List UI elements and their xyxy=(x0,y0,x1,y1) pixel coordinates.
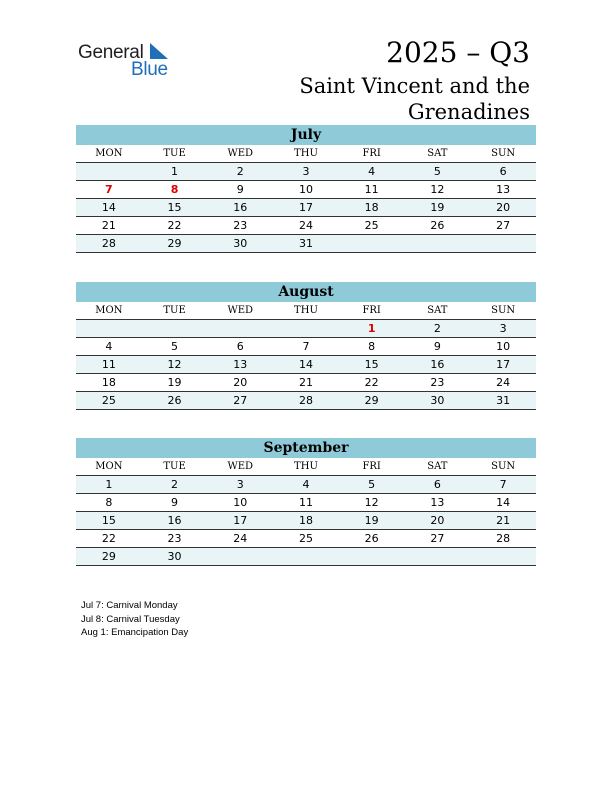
day-cell: 31 xyxy=(273,235,339,253)
day-cell: 3 xyxy=(273,163,339,181)
weekday-label: TUE xyxy=(142,145,208,163)
day-cell: 13 xyxy=(470,181,536,199)
day-cell: 25 xyxy=(273,530,339,548)
weekday-label: TUE xyxy=(142,458,208,476)
day-cell: 24 xyxy=(207,530,273,548)
weekday-label: FRI xyxy=(339,458,405,476)
weekday-label: THU xyxy=(273,302,339,320)
logo-text-blue: Blue xyxy=(131,59,168,80)
day-cell xyxy=(405,235,471,253)
day-cell: 4 xyxy=(273,476,339,494)
day-cell: 18 xyxy=(76,374,142,392)
day-cell: 4 xyxy=(76,338,142,356)
weekday-label: WED xyxy=(207,145,273,163)
day-cell: 27 xyxy=(405,530,471,548)
week-row xyxy=(76,181,536,199)
day-cell: 3 xyxy=(207,476,273,494)
week-row xyxy=(76,530,536,548)
weekday-label: SAT xyxy=(405,302,471,320)
day-cell: 8 xyxy=(142,181,208,199)
day-cell: 26 xyxy=(405,217,471,235)
day-cell: 30 xyxy=(207,235,273,253)
weekday-header-row xyxy=(76,458,536,476)
day-cell: 5 xyxy=(142,338,208,356)
day-cell: 13 xyxy=(207,356,273,374)
calendar-grid xyxy=(76,302,536,410)
weekday-label: THU xyxy=(273,145,339,163)
day-cell: 17 xyxy=(273,199,339,217)
day-cell: 28 xyxy=(273,392,339,410)
day-cell xyxy=(142,320,208,338)
day-cell: 12 xyxy=(339,494,405,512)
day-cell: 10 xyxy=(207,494,273,512)
day-cell: 23 xyxy=(207,217,273,235)
weekday-label: THU xyxy=(273,458,339,476)
day-cell: 25 xyxy=(76,392,142,410)
holiday-note: Jul 7: Carnival Monday xyxy=(81,600,178,611)
day-cell: 16 xyxy=(142,512,208,530)
day-cell: 20 xyxy=(470,199,536,217)
day-cell: 1 xyxy=(339,320,405,338)
day-cell: 9 xyxy=(207,181,273,199)
week-row xyxy=(76,217,536,235)
day-cell: 28 xyxy=(76,235,142,253)
day-cell xyxy=(405,548,471,566)
generalblue-logo xyxy=(78,40,188,80)
day-cell xyxy=(470,548,536,566)
page-title: 2025 – Q3 xyxy=(386,36,530,69)
day-cell: 7 xyxy=(76,181,142,199)
day-cell: 18 xyxy=(273,512,339,530)
country-name xyxy=(230,73,530,125)
day-cell: 23 xyxy=(405,374,471,392)
day-cell: 27 xyxy=(207,392,273,410)
day-cell: 2 xyxy=(142,476,208,494)
day-cell: 9 xyxy=(142,494,208,512)
week-row xyxy=(76,374,536,392)
day-cell: 15 xyxy=(339,356,405,374)
weekday-label: TUE xyxy=(142,302,208,320)
holiday-note: Aug 1: Emancipation Day xyxy=(81,627,189,638)
day-cell: 10 xyxy=(273,181,339,199)
weekday-label: FRI xyxy=(339,145,405,163)
day-cell: 6 xyxy=(470,163,536,181)
week-row xyxy=(76,392,536,410)
day-cell: 19 xyxy=(339,512,405,530)
weekday-label: SAT xyxy=(405,458,471,476)
day-cell: 19 xyxy=(405,199,471,217)
month-block-august xyxy=(76,282,536,410)
day-cell xyxy=(76,320,142,338)
day-cell: 21 xyxy=(470,512,536,530)
week-row xyxy=(76,476,536,494)
day-cell: 14 xyxy=(76,199,142,217)
day-cell: 11 xyxy=(339,181,405,199)
day-cell: 30 xyxy=(142,548,208,566)
day-cell: 21 xyxy=(76,217,142,235)
month-block-september xyxy=(76,438,536,566)
day-cell xyxy=(339,235,405,253)
holiday-notes xyxy=(81,599,188,640)
day-cell xyxy=(339,548,405,566)
day-cell: 5 xyxy=(405,163,471,181)
day-cell: 14 xyxy=(273,356,339,374)
weekday-label: MON xyxy=(76,145,142,163)
day-cell: 22 xyxy=(142,217,208,235)
day-cell: 22 xyxy=(339,374,405,392)
day-cell: 3 xyxy=(470,320,536,338)
month-title: August xyxy=(76,282,536,302)
day-cell: 2 xyxy=(207,163,273,181)
day-cell: 31 xyxy=(470,392,536,410)
day-cell: 7 xyxy=(470,476,536,494)
day-cell xyxy=(470,235,536,253)
day-cell: 26 xyxy=(339,530,405,548)
weekday-label: SAT xyxy=(405,145,471,163)
day-cell: 6 xyxy=(405,476,471,494)
day-cell: 20 xyxy=(405,512,471,530)
country-line-1: Saint Vincent and the xyxy=(299,74,530,98)
day-cell: 11 xyxy=(273,494,339,512)
day-cell: 19 xyxy=(142,374,208,392)
day-cell: 29 xyxy=(76,548,142,566)
weekday-label: SUN xyxy=(470,302,536,320)
week-row xyxy=(76,512,536,530)
day-cell: 8 xyxy=(76,494,142,512)
week-row xyxy=(76,356,536,374)
day-cell: 24 xyxy=(273,217,339,235)
week-row xyxy=(76,235,536,253)
logo-text-general: General xyxy=(78,42,144,63)
day-cell: 13 xyxy=(405,494,471,512)
day-cell: 5 xyxy=(339,476,405,494)
week-row xyxy=(76,494,536,512)
day-cell: 16 xyxy=(405,356,471,374)
weekday-label: MON xyxy=(76,458,142,476)
day-cell: 10 xyxy=(470,338,536,356)
day-cell: 1 xyxy=(76,476,142,494)
week-row xyxy=(76,548,536,566)
week-row xyxy=(76,320,536,338)
day-cell: 26 xyxy=(142,392,208,410)
weekday-label: WED xyxy=(207,302,273,320)
day-cell: 17 xyxy=(470,356,536,374)
weekday-label: WED xyxy=(207,458,273,476)
holiday-note: Jul 8: Carnival Tuesday xyxy=(81,613,180,625)
day-cell: 11 xyxy=(76,356,142,374)
day-cell: 30 xyxy=(405,392,471,410)
weekday-label: SUN xyxy=(470,145,536,163)
day-cell: 7 xyxy=(273,338,339,356)
day-cell: 23 xyxy=(142,530,208,548)
weekday-header-row xyxy=(76,145,536,163)
day-cell: 15 xyxy=(142,199,208,217)
month-title: September xyxy=(76,438,536,458)
calendar-grid xyxy=(76,145,536,253)
day-cell: 12 xyxy=(142,356,208,374)
day-cell: 6 xyxy=(207,338,273,356)
day-cell: 2 xyxy=(405,320,471,338)
week-row xyxy=(76,199,536,217)
day-cell: 9 xyxy=(405,338,471,356)
weekday-label: FRI xyxy=(339,302,405,320)
day-cell: 12 xyxy=(405,181,471,199)
day-cell: 20 xyxy=(207,374,273,392)
day-cell: 16 xyxy=(207,199,273,217)
country-line-2: Grenadines xyxy=(407,100,530,124)
day-cell: 1 xyxy=(142,163,208,181)
day-cell: 25 xyxy=(339,217,405,235)
day-cell xyxy=(273,548,339,566)
day-cell: 24 xyxy=(470,374,536,392)
day-cell xyxy=(207,548,273,566)
month-title: July xyxy=(76,125,536,145)
day-cell: 22 xyxy=(76,530,142,548)
weekday-label: SUN xyxy=(470,458,536,476)
calendar-grid xyxy=(76,458,536,566)
month-block-july xyxy=(76,125,536,253)
day-cell: 4 xyxy=(339,163,405,181)
week-row xyxy=(76,338,536,356)
day-cell: 27 xyxy=(470,217,536,235)
week-row xyxy=(76,163,536,181)
weekday-header-row xyxy=(76,302,536,320)
weekday-label: MON xyxy=(76,302,142,320)
day-cell: 28 xyxy=(470,530,536,548)
day-cell: 29 xyxy=(142,235,208,253)
day-cell: 15 xyxy=(76,512,142,530)
day-cell xyxy=(207,320,273,338)
day-cell: 8 xyxy=(339,338,405,356)
day-cell: 17 xyxy=(207,512,273,530)
day-cell: 14 xyxy=(470,494,536,512)
day-cell: 18 xyxy=(339,199,405,217)
day-cell: 21 xyxy=(273,374,339,392)
day-cell: 29 xyxy=(339,392,405,410)
day-cell xyxy=(273,320,339,338)
day-cell xyxy=(76,163,142,181)
